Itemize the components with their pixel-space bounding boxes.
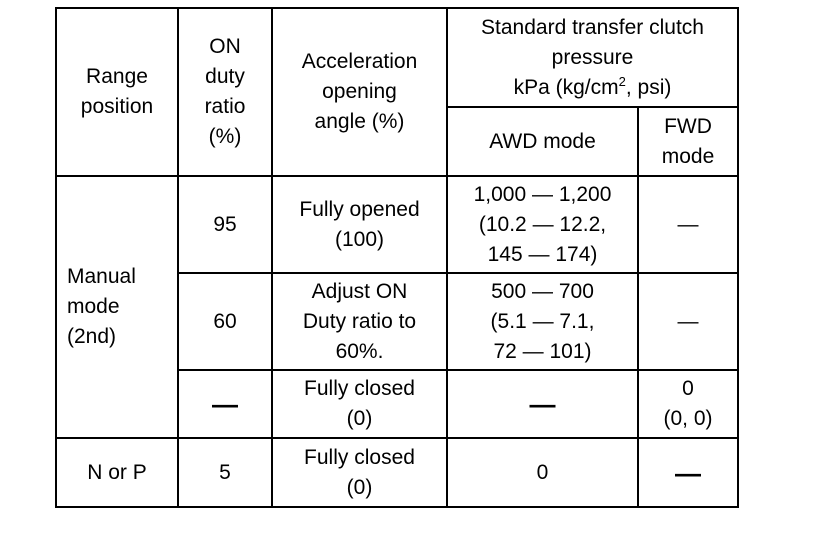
duty-ratio-cell: 60 (178, 273, 272, 370)
duty-ratio-cell: — (178, 370, 272, 438)
table-row (56, 438, 738, 507)
fwd-pressure-cell: — (638, 176, 738, 273)
header-row-1 (56, 8, 738, 107)
fwd-pressure-cell: 0 (0, 0) (638, 370, 738, 438)
fwd-pressure-cell: — (638, 273, 738, 370)
header-acceleration-angle: Acceleration opening angle (%) (272, 8, 447, 176)
range-n-or-p: N or P (56, 438, 178, 507)
header-standard-pressure: Standard transfer clutch pressure kPa ($kg/cm^2$, psi) (447, 8, 738, 107)
header-range-position: Range position (56, 8, 178, 176)
header-awd-mode: AWD mode (447, 107, 638, 176)
header-fwd-mode: FWD mode (638, 107, 738, 176)
fwd-pressure-cell: — (638, 438, 738, 507)
header-on-duty-ratio: ON duty ratio (%) (178, 8, 272, 176)
acceleration-angle-cell: Fully closed (0) (272, 370, 447, 438)
spec-table (55, 7, 739, 508)
awd-pressure-cell: — (447, 370, 638, 438)
duty-ratio-cell: 5 (178, 438, 272, 507)
acceleration-angle-cell: Fully closed (0) (272, 438, 447, 507)
duty-ratio-cell: 95 (178, 176, 272, 273)
range-manual-mode: Manual mode (2nd) (56, 176, 178, 438)
table-row (56, 176, 738, 273)
awd-pressure-cell: 0 (447, 438, 638, 507)
acceleration-angle-cell: Fully opened (100) (272, 176, 447, 273)
awd-pressure-cell: 1,000 — 1,200 (10.2 — 12.2, 145 — 174) (447, 176, 638, 273)
awd-pressure-cell: 500 — 700 (5.1 — 7.1, 72 — 101) (447, 273, 638, 370)
acceleration-angle-cell: Adjust ON Duty ratio to 60%. (272, 273, 447, 370)
